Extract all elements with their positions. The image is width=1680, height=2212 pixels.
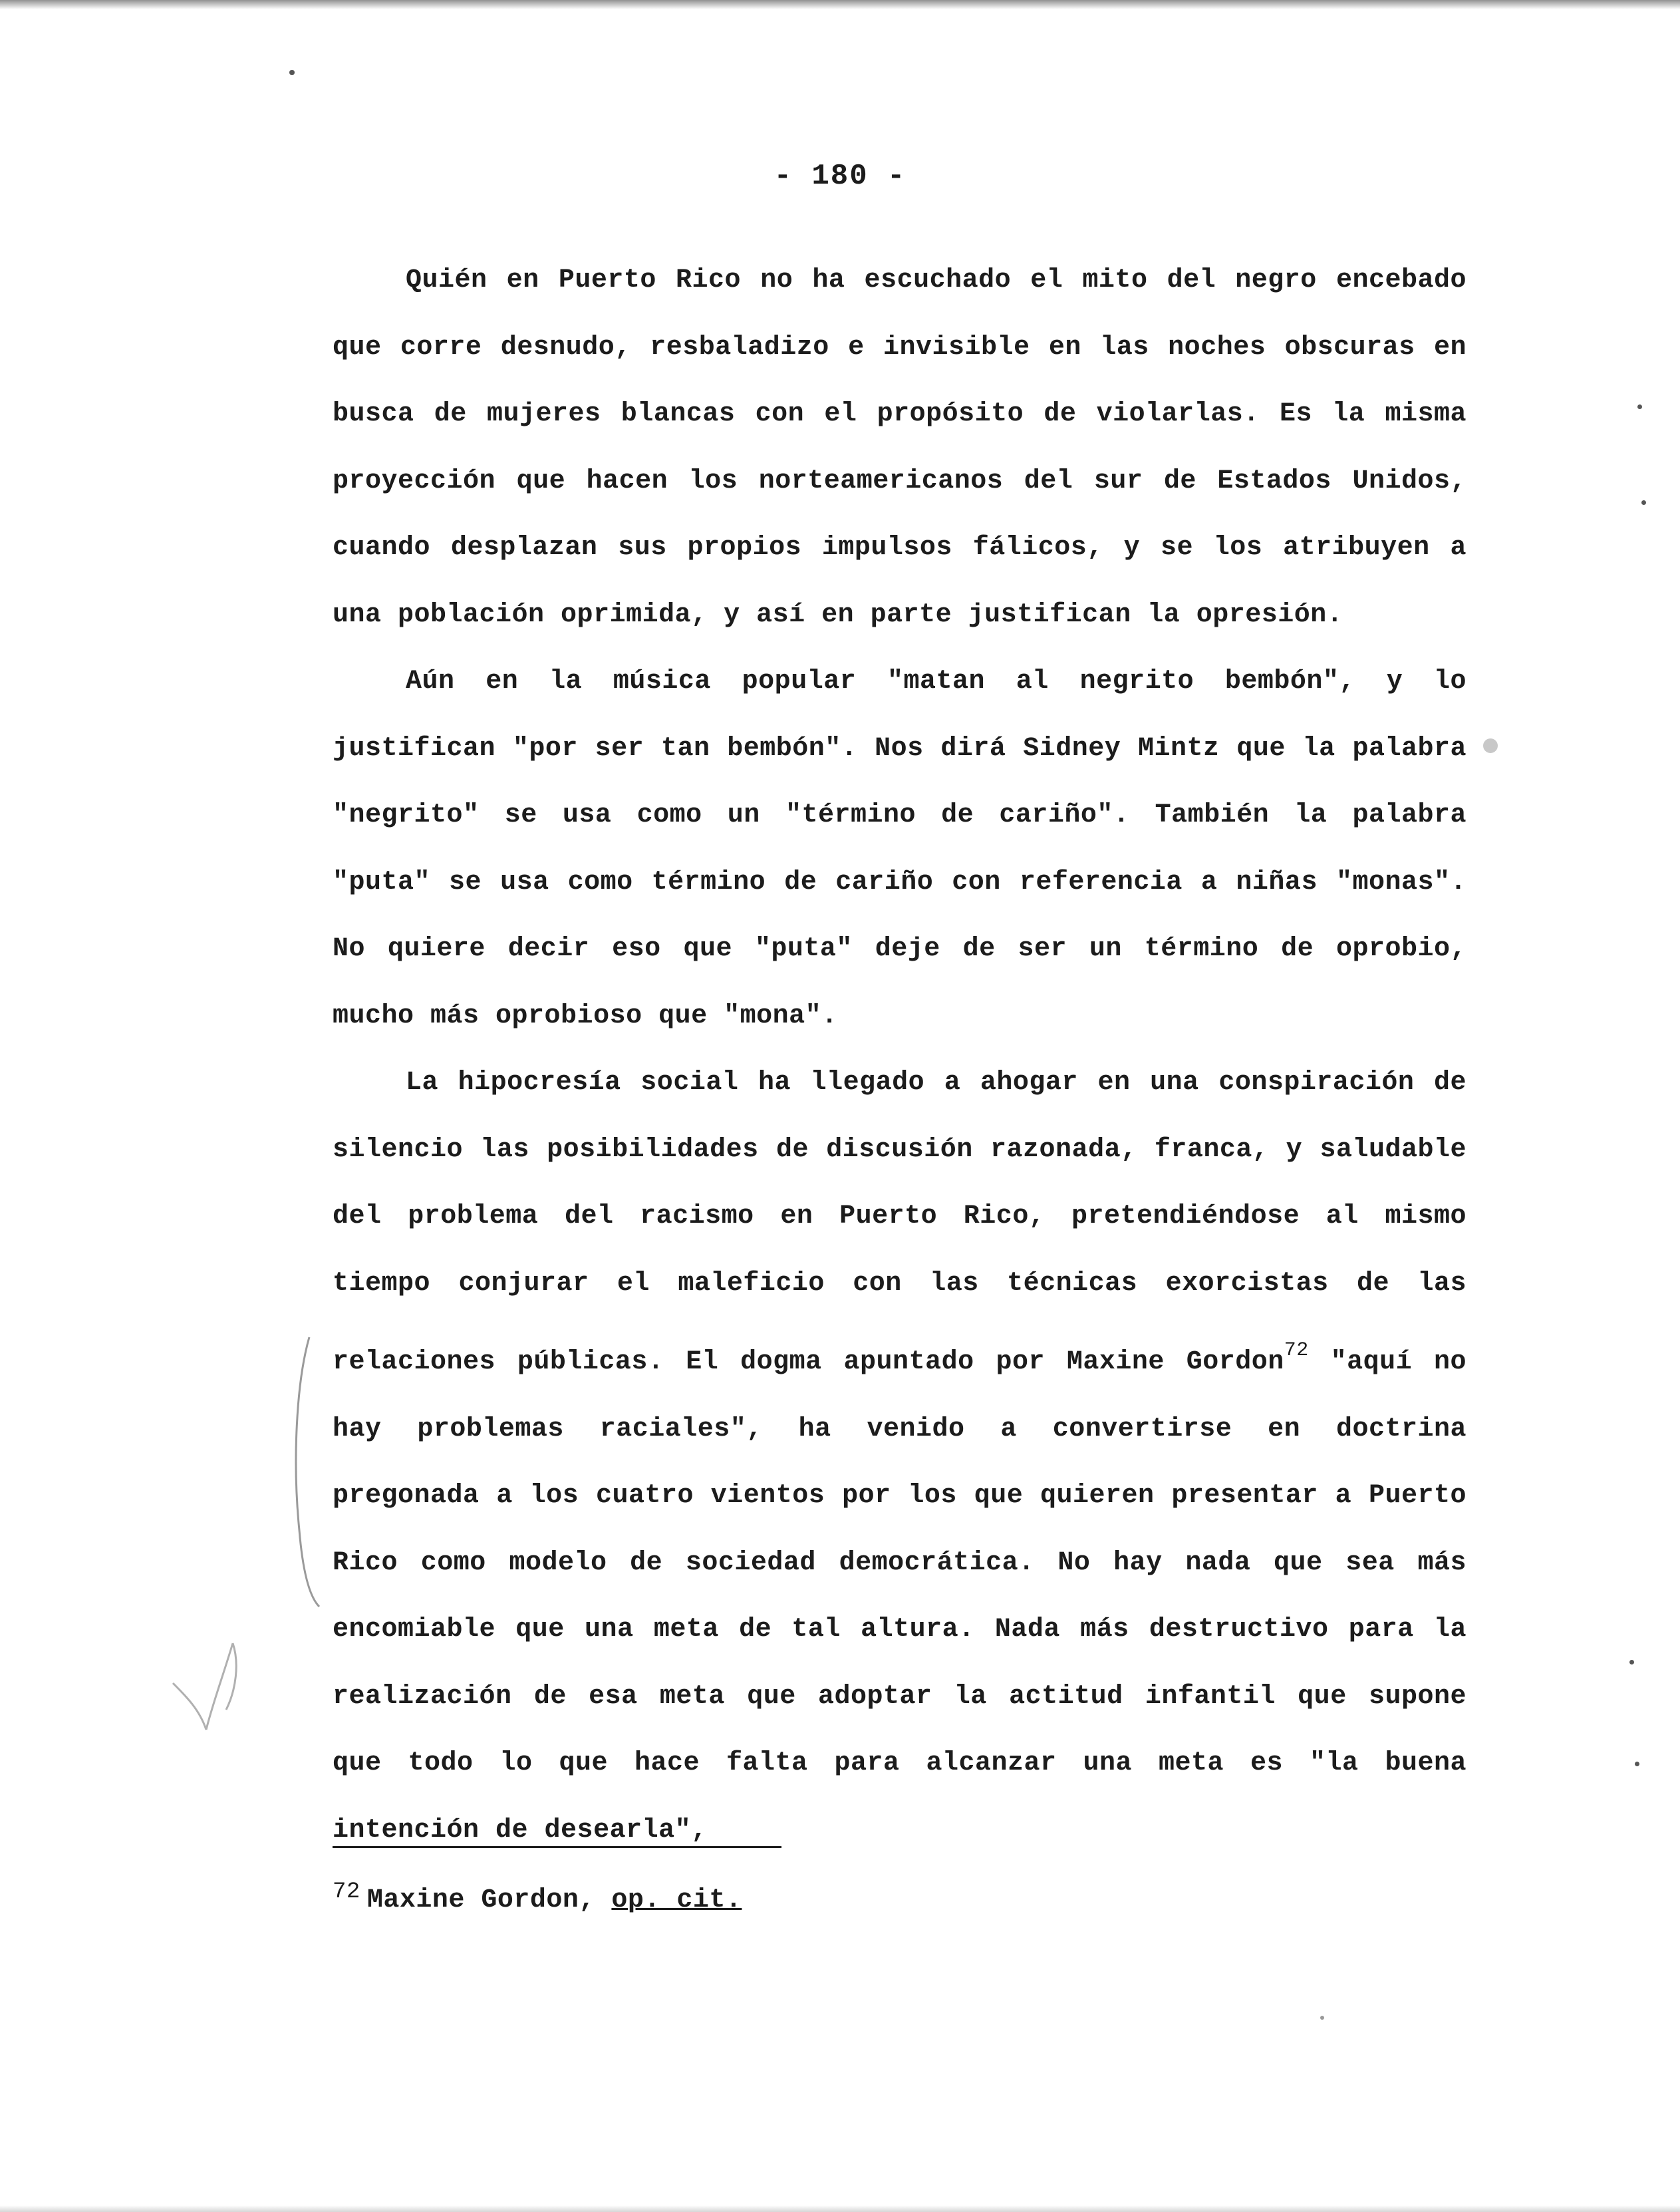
margin-pencil-bracket bbox=[283, 1331, 323, 1610]
speck bbox=[1320, 2016, 1324, 2020]
footnote-reference: 72 bbox=[1284, 1339, 1309, 1362]
footnote-mark: 72 bbox=[333, 1879, 360, 1905]
page-number: - 180 - bbox=[773, 160, 907, 193]
speck bbox=[1483, 738, 1498, 753]
speck bbox=[289, 70, 295, 75]
margin-pencil-scribble bbox=[160, 1603, 259, 1750]
paragraph-3-text: La hipocresía social ha llegado a ahogar en una conspiración de silencio las posibilidades de discusión razonada, franca, y saludable del problema del racismo en Puerto Rico, pretendiéndose al mismo tiempo conjurar el maleficio con las técnicas exorcistas de las relaciones públicas. El dogma apuntado por Maxine Gordon bbox=[333, 1068, 1467, 1377]
page-top-edge-shadow bbox=[0, 0, 1680, 9]
footnote-rule bbox=[333, 1846, 781, 1848]
page-bottom-edge-shadow bbox=[0, 2205, 1680, 2212]
speck bbox=[1637, 404, 1642, 409]
paragraph-3 bbox=[333, 1050, 1467, 1864]
footnote-author: Maxine Gordon, bbox=[366, 1885, 595, 1915]
speck bbox=[1629, 1660, 1634, 1664]
speck bbox=[1635, 1762, 1639, 1766]
paragraph-1: Quién en Puerto Rico no ha escuchado el mito del negro encebado que corre desnudo, resbaladizo e invisible en las noches obscuras en busca de mujeres blancas con el propósito de violarlas. Es la misma proyección que hacen los norteamericanos del sur de Estados Unidos, cuando desplazan sus propios impulsos fálicos, y se los atribuyen a una población oprimida, y así en parte justifican la opresión. bbox=[333, 265, 1467, 630]
speck bbox=[1641, 500, 1646, 505]
paragraph-3-continuation: "aquí no hay problemas raciales", ha venido a convertirse en doctrina pregonada a los cuatro vientos por los que quieren presentar a Puerto Rico como modelo de sociedad democrática. No hay nada que sea más encomiable que una meta de tal altura. Nada más destructivo para la realización de esa meta que adoptar la actitud infantil que supone que todo lo que hace falta para alcanzar una meta es "la buena intención de desearla", bbox=[333, 1347, 1467, 1845]
footnote-citation: op. cit. bbox=[611, 1885, 742, 1915]
footnote bbox=[333, 1879, 742, 1915]
paragraph-2: Aún en la música popular "matan al negrito bembón", y lo justifican "por ser tan bembón". Nos dirá Sidney Mintz que la palabra "negrito" se usa como un "término de cariño". También la palabra "puta" se usa como término de cariño con referencia a niñas "monas". No quiere decir eso que "puta" deje de ser un término de oprobio, mucho más oprobioso que "mona". bbox=[333, 667, 1467, 1031]
body-text bbox=[333, 247, 1467, 1864]
